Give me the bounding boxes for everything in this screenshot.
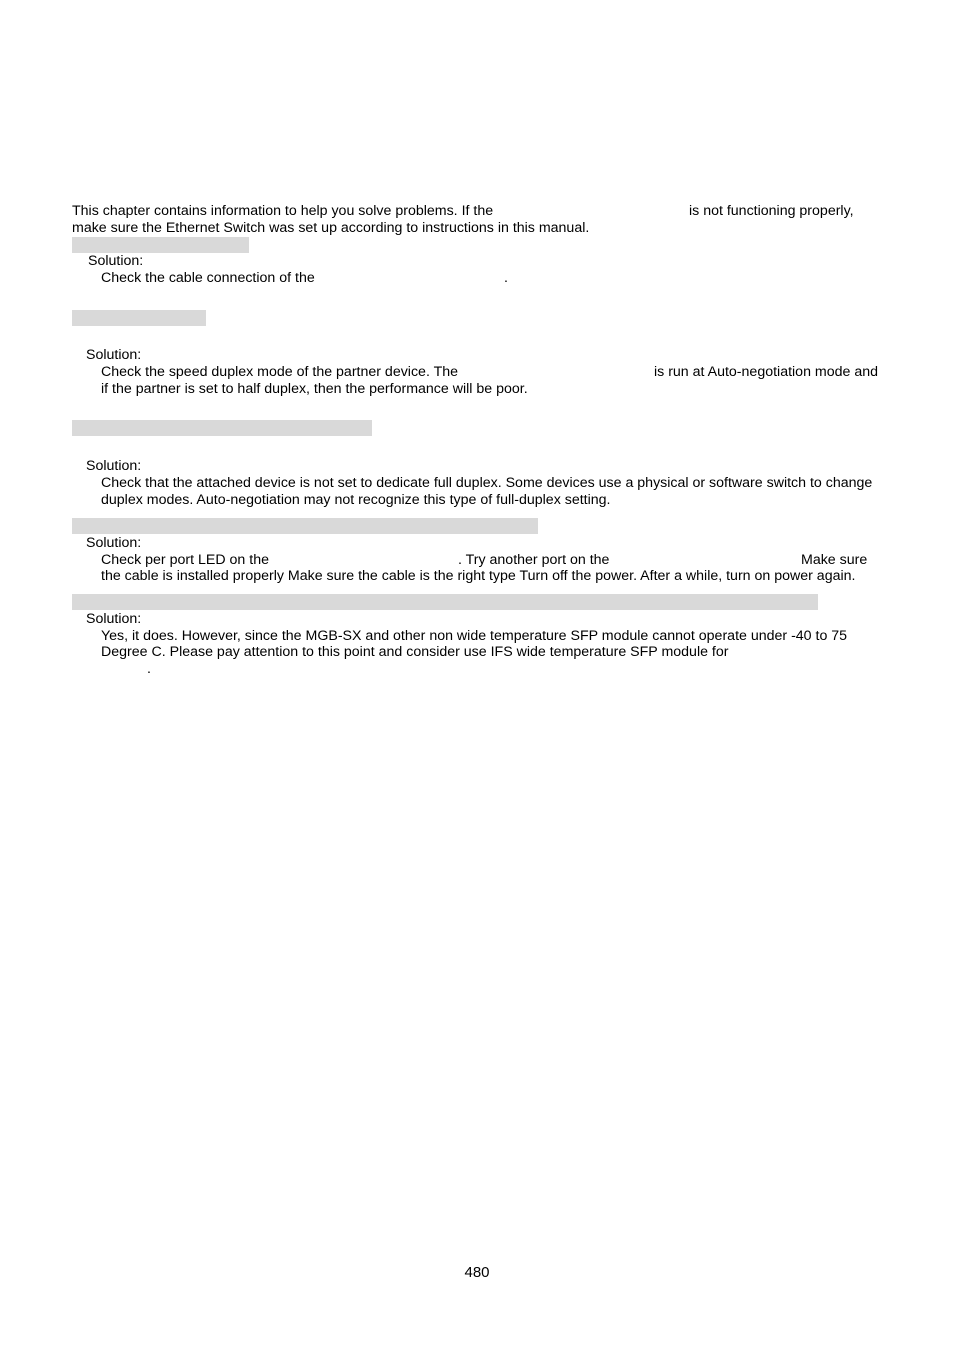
faq-1-text-1a: Check the cable connection of the xyxy=(101,270,315,286)
faq-3-solution-label: Solution: xyxy=(86,458,142,474)
question-3-highlight xyxy=(72,420,372,436)
intro-text-2: make sure the Ethernet Switch was set up according to instructions in this manual. xyxy=(72,220,590,236)
question-5-highlight xyxy=(72,594,818,610)
question-1-highlight xyxy=(72,237,249,253)
faq-2-text-1b: is run at Auto-negotiation mode and xyxy=(654,364,878,380)
faq-3-text-1: Check that the attached device is not set to dedicate full duplex. Some devices use a physical or software switch to change xyxy=(101,475,873,491)
faq-4-text-1a: Check per port LED on the xyxy=(101,552,269,568)
faq-5-text-1: Yes, it does. However, since the MGB-SX and other non wide temperature SFP module cannot operate under -40 to 75 xyxy=(101,628,848,644)
faq-5-solution-label: Solution: xyxy=(86,611,142,627)
question-2-highlight xyxy=(72,310,206,326)
page-number: 480 xyxy=(464,1264,490,1281)
question-4-highlight xyxy=(72,518,538,534)
faq-4-text-2: the cable is installed properly Make sure the cable is the right type Turn off the power. After a while, turn on power again. xyxy=(101,568,856,584)
faq-4-text-1c: Make sure xyxy=(801,552,868,568)
faq-1-solution-label: Solution: xyxy=(88,253,144,269)
faq-5-text-2: Degree C. Please pay attention to this point and consider use IFS wide temperature SFP module for xyxy=(101,644,729,660)
faq-5-text-3: . xyxy=(147,661,151,677)
faq-3-text-2: duplex modes. Auto-negotiation may not recognize this type of full-duplex setting. xyxy=(101,492,611,508)
faq-2-text-2: if the partner is set to half duplex, then the performance will be poor. xyxy=(101,381,528,397)
faq-2-solution-label: Solution: xyxy=(86,347,142,363)
intro-text-1b: is not functioning properly, xyxy=(689,203,854,219)
faq-2-text-1a: Check the speed duplex mode of the partner device. The xyxy=(101,364,459,380)
faq-1-text-1b: . xyxy=(504,270,508,286)
faq-4-solution-label: Solution: xyxy=(86,535,142,551)
intro-text-1a: This chapter contains information to help you solve problems. If the xyxy=(72,203,494,219)
faq-4-text-1b: . Try another port on the xyxy=(458,552,610,568)
